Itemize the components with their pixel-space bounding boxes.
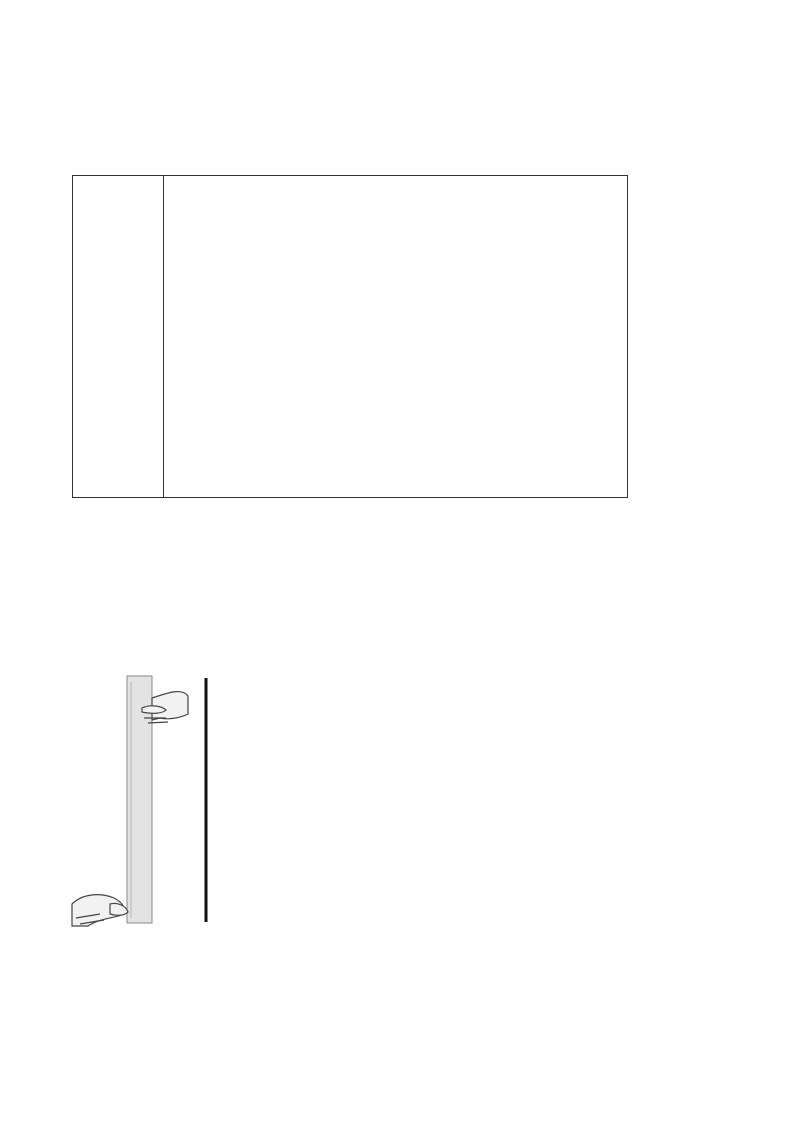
notice-table [72,175,628,498]
notice-rules [164,176,628,498]
hand-bottom-icon [72,895,128,926]
ruler-experiment-figure [70,668,290,938]
notice-label [73,176,164,498]
